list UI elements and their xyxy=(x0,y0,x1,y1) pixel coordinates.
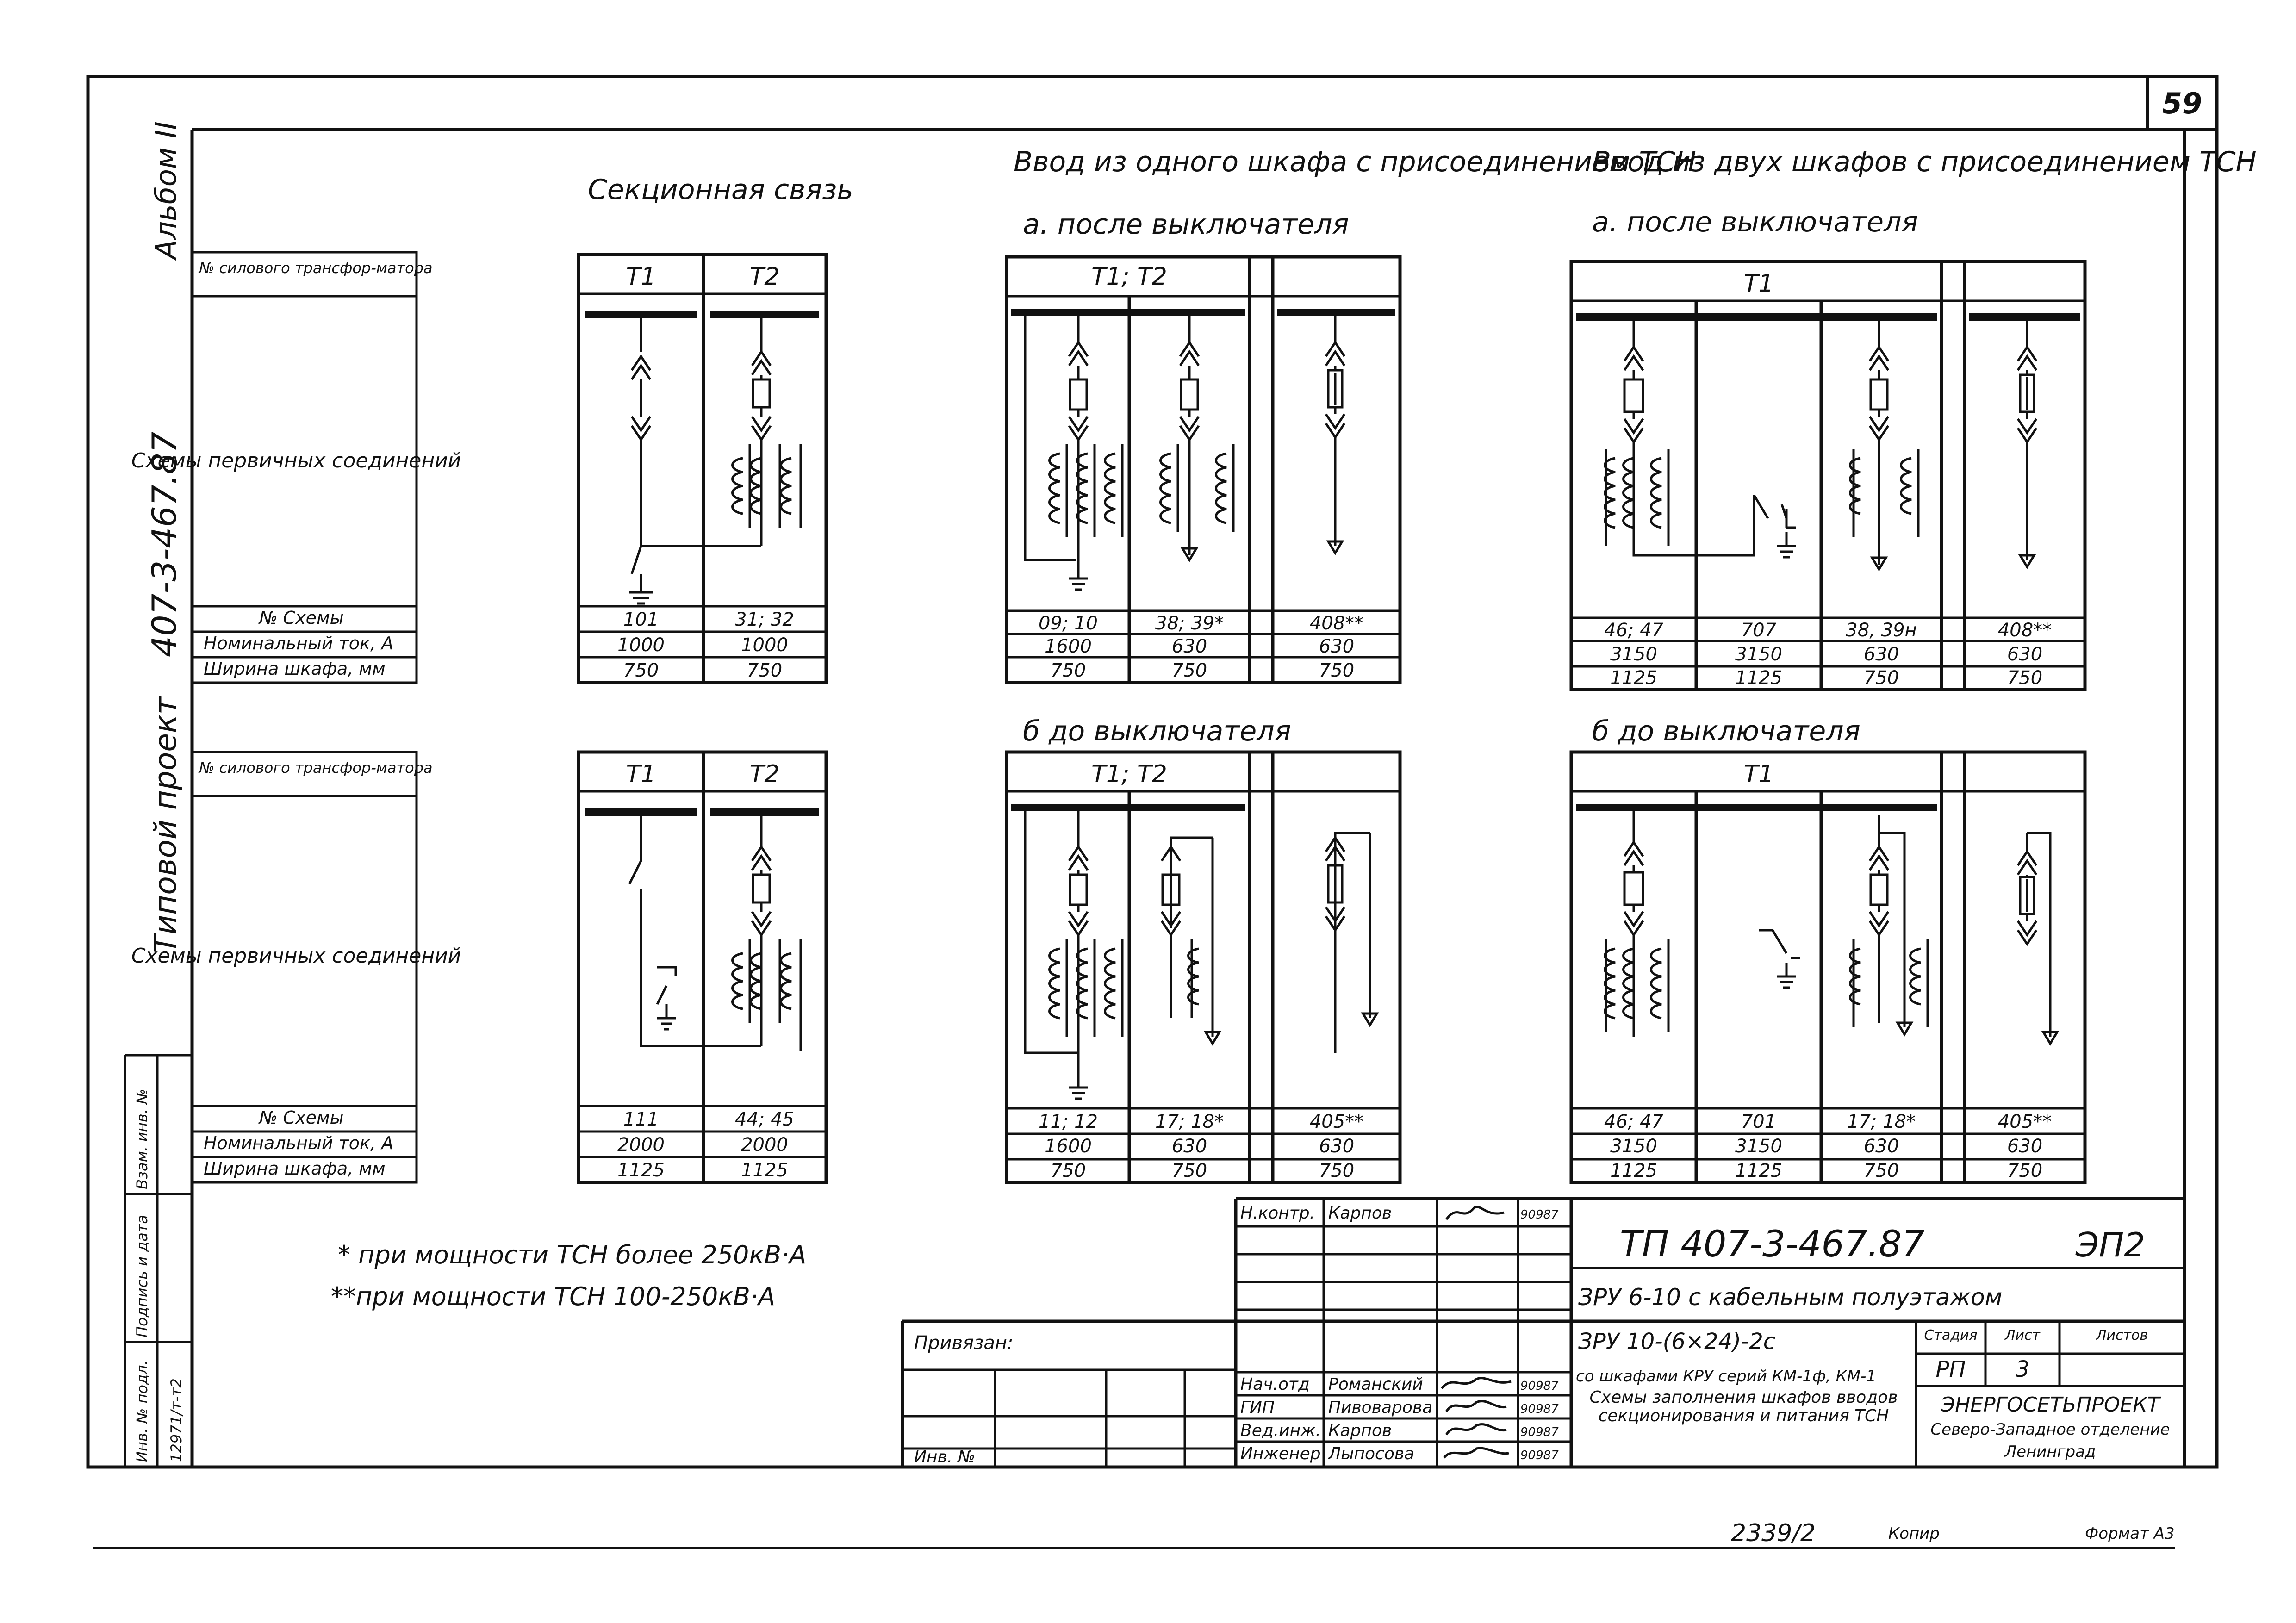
one-bot-width-1: 750 xyxy=(1050,1160,1086,1181)
stamp-sheet-label: Лист xyxy=(2004,1327,2041,1343)
one-top-current-3: 630 xyxy=(1319,636,1355,657)
signature-5 xyxy=(1444,1448,1509,1458)
one-bot-scheme-3: 405** xyxy=(1309,1111,1364,1132)
stamp-title-3: со шкафами КРУ серий КМ-1ф, КМ-1 xyxy=(1576,1367,1877,1386)
project-type-vertical: Типовой проект xyxy=(148,696,183,953)
one-top-width-1: 750 xyxy=(1050,660,1086,681)
stamp-mark: ЭП2 xyxy=(2075,1225,2146,1264)
two-top-scheme-4: 408** xyxy=(1997,620,2052,641)
signature-2 xyxy=(1442,1378,1511,1388)
staff-name-2: Романский xyxy=(1328,1375,1423,1394)
heading-two-cabinets: Ввод из двух шкафов с присоединением ТСН xyxy=(1592,146,2257,178)
sign-date-label: Подпись и дата xyxy=(133,1214,151,1337)
two-top-current-2: 3150 xyxy=(1735,644,1782,665)
one-top-scheme-2: 38; 39* xyxy=(1155,613,1224,634)
staff-role-1: Н.контр. xyxy=(1240,1204,1315,1223)
one-top-current-2: 630 xyxy=(1171,636,1207,657)
staff-role-2: Нач.отд xyxy=(1240,1375,1310,1394)
two-top-scheme-3: 38, 39н xyxy=(1846,620,1917,641)
one-bot-width-3: 750 xyxy=(1319,1160,1355,1181)
staff-date-3: 90987 xyxy=(1520,1402,1559,1416)
stamp-stage: РП xyxy=(1935,1356,1966,1382)
label-scheme-no-2: № Схемы xyxy=(259,1107,344,1128)
stamp-code: ТП 407-3-467.87 xyxy=(1620,1224,1925,1265)
sec-bot-width-1: 1125 xyxy=(617,1160,665,1181)
one-bot-current-2: 630 xyxy=(1171,1136,1207,1157)
one-bot-current-3: 630 xyxy=(1319,1136,1355,1157)
signature-1 xyxy=(1446,1207,1504,1219)
stamp-title-1: ЗРУ 6-10 с кабельным полуэтажом xyxy=(1578,1284,2003,1311)
sec-top-current-1: 1000 xyxy=(617,634,665,656)
staff-date-2: 90987 xyxy=(1520,1379,1559,1393)
side-stamp xyxy=(125,1055,192,1467)
two-top-scheme-2: 707 xyxy=(1741,620,1777,641)
sec-top-scheme-1: 101 xyxy=(623,609,659,630)
sec-bot-t1: Т1 xyxy=(626,760,656,788)
heading-one-before: б до выключателя xyxy=(1023,715,1291,747)
two-top-current-4: 630 xyxy=(2007,644,2043,665)
note-1: * при мощности ТСН более 250кВ·А xyxy=(338,1240,807,1269)
two-top-width-2: 1125 xyxy=(1735,667,1782,689)
two-bot-width-1: 1125 xyxy=(1610,1160,1657,1181)
label-schemes: Схемы первичных соединений xyxy=(131,449,461,473)
two-bot-current-1: 3150 xyxy=(1610,1136,1657,1157)
label-rated-current-2: Номинальный ток, А xyxy=(204,1133,394,1153)
two-top-width-4: 750 xyxy=(2007,667,2043,689)
sec-top-t1: Т1 xyxy=(626,263,656,291)
page-number: 59 xyxy=(2162,87,2203,120)
signature-4 xyxy=(1446,1424,1506,1435)
one-bot-scheme-2: 17; 18* xyxy=(1155,1111,1224,1132)
sec-bot-scheme-2: 44; 45 xyxy=(735,1109,794,1130)
label-transformer-no-2: № силового трансфор-матора xyxy=(199,759,433,777)
two-bot-width-3: 750 xyxy=(1863,1160,1899,1181)
staff-date-5: 90987 xyxy=(1520,1449,1559,1462)
label-transformer-no: № силового трансфор-матора xyxy=(199,259,433,277)
sec-bot-t2: Т2 xyxy=(749,760,780,788)
staff-name-4: Карпов xyxy=(1328,1421,1392,1440)
inv-original-label: Инв. № подл. xyxy=(133,1360,151,1462)
two-bot-current-4: 630 xyxy=(2007,1136,2043,1157)
sec-bot-current-1: 2000 xyxy=(617,1134,665,1156)
stamp-org-3: Ленинград xyxy=(2004,1443,2096,1461)
one-bot-scheme-1: 11; 12 xyxy=(1039,1111,1098,1132)
two-top-width-3: 750 xyxy=(1863,667,1899,689)
two-bot-scheme-4: 405** xyxy=(1997,1111,2052,1132)
sec-top-width-2: 750 xyxy=(747,660,783,681)
sec-bot-current-2: 2000 xyxy=(741,1134,788,1156)
two-bot-current-2: 3150 xyxy=(1735,1136,1782,1157)
two-bot-scheme-3: 17; 18* xyxy=(1847,1111,1916,1132)
label-cabinet-width-2: Ширина шкафа, мм xyxy=(204,1158,386,1179)
two-bot-width-4: 750 xyxy=(2007,1160,2043,1181)
two-bot-scheme-2: 701 xyxy=(1741,1111,1777,1132)
sec-top-width-1: 750 xyxy=(623,660,659,681)
two-top-current-1: 3150 xyxy=(1610,644,1657,665)
footer-copied: Копир xyxy=(1888,1524,1940,1543)
replace-inv-label: Взам. инв. № xyxy=(133,1088,151,1189)
inv-original-value: 12971/т-т2 xyxy=(168,1378,185,1462)
stamp-inv: Инв. № xyxy=(914,1448,976,1467)
one-top-width-2: 750 xyxy=(1171,660,1207,681)
footer-number: 2339/2 xyxy=(1731,1519,1816,1547)
label-rated-current: Номинальный ток, А xyxy=(204,633,394,653)
stamp-sheet: 3 xyxy=(2015,1356,2030,1382)
two-top-scheme-1: 46; 47 xyxy=(1604,620,1663,641)
one-top-scheme-1: 09; 10 xyxy=(1039,613,1098,634)
staff-name-1: Карпов xyxy=(1328,1204,1392,1223)
note-2: **при мощности ТСН 100-250кВ·А xyxy=(331,1282,776,1311)
album-label: Альбом II xyxy=(149,121,183,259)
staff-date-1: 90987 xyxy=(1520,1208,1559,1222)
signature-3 xyxy=(1446,1401,1506,1412)
one-top-transformers: Т1; Т2 xyxy=(1091,263,1167,291)
one-bot-width-2: 750 xyxy=(1171,1160,1207,1181)
heading-one-after: а. после выключателя xyxy=(1023,208,1349,241)
one-top-width-3: 750 xyxy=(1319,660,1355,681)
label-cabinet-width: Ширина шкафа, мм xyxy=(204,659,386,679)
staff-role-5: Инженер xyxy=(1240,1444,1321,1463)
staff-role-4: Вед.инж. xyxy=(1240,1421,1321,1440)
sec-top-scheme-2: 31; 32 xyxy=(735,609,794,630)
staff-role-3: ГИП xyxy=(1240,1398,1275,1417)
footer-format: Формат А3 xyxy=(2085,1524,2175,1543)
sec-top-t2: Т2 xyxy=(749,263,780,291)
sec-top-current-2: 1000 xyxy=(741,634,788,656)
two-top-width-1: 1125 xyxy=(1610,667,1657,689)
staff-name-3: Пивоварова xyxy=(1328,1398,1433,1417)
heading-two-after: а. после выключателя xyxy=(1592,206,1918,238)
stamp-bound: Привязан: xyxy=(914,1332,1014,1354)
label-schemes-2: Схемы первичных соединений xyxy=(131,944,461,968)
sec-bot-width-2: 1125 xyxy=(741,1160,788,1181)
stamp-sheets-label: Листов xyxy=(2096,1327,2148,1343)
heading-sectional: Секционная связь xyxy=(588,174,853,206)
two-bot-width-2: 1125 xyxy=(1735,1160,1782,1181)
stamp-title-2: ЗРУ 10-(6×24)-2с xyxy=(1578,1329,1776,1355)
one-top-scheme-3: 408** xyxy=(1309,613,1364,634)
staff-date-4: 90987 xyxy=(1520,1425,1559,1439)
two-top-current-3: 630 xyxy=(1863,644,1899,665)
stamp-title-4-box xyxy=(1574,1388,1914,1467)
two-bot-scheme-1: 46; 47 xyxy=(1604,1111,1663,1132)
two-top-transformers: Т1 xyxy=(1743,270,1774,298)
heading-one-cabinet: Ввод из одного шкафа с присоединением ТСН xyxy=(1014,146,1696,178)
one-top-current-1: 1600 xyxy=(1045,636,1092,657)
stamp-org-1: ЭНЕРГОСЕТЬПРОЕКТ xyxy=(1941,1393,2160,1417)
one-bot-current-1: 1600 xyxy=(1045,1136,1092,1157)
staff-name-5: Лыпосова xyxy=(1328,1444,1415,1463)
stamp-stage-label: Стадия xyxy=(1924,1327,1978,1343)
two-bot-transformers: Т1 xyxy=(1743,760,1774,788)
two-bot-current-3: 630 xyxy=(1863,1136,1899,1157)
label-scheme-no: № Схемы xyxy=(259,608,344,628)
one-bot-transformers: Т1; Т2 xyxy=(1091,760,1167,788)
stamp-org-2: Северо-Западное отделение xyxy=(1930,1420,2170,1439)
stamp-title-4: Схемы заполнения шкафов вводов секционирования и питания ТСН xyxy=(1589,1388,1898,1425)
heading-two-before: б до выключателя xyxy=(1592,715,1860,747)
sec-bot-scheme-1: 111 xyxy=(623,1109,659,1130)
project-code-vertical: 407-3-467.87 xyxy=(145,431,184,657)
